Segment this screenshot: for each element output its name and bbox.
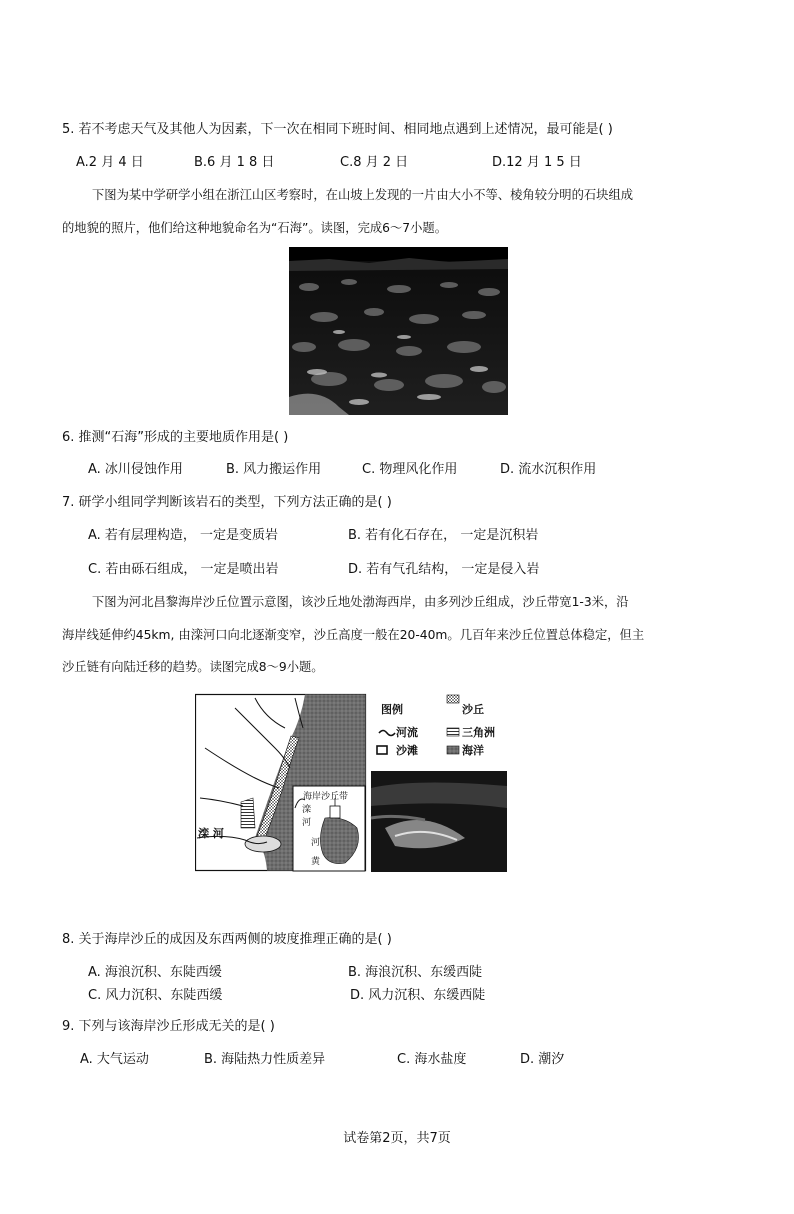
passage-1-line-2: 的地貌的照片，他们给这种地貌命名为“石海”。读图，完成6～7小题。 <box>62 221 447 235</box>
question-9-stem: 9. 下列与该海岸沙丘形成无关的是( ) <box>62 1019 275 1034</box>
passage-1-line-1: 下图为某中学研学小组在浙江山区考察时，在山坡上发现的一片由大小不等、棱角较分明的石块组成 <box>92 188 634 202</box>
legend-river-label: 河流 <box>396 726 418 739</box>
q8-option-d: D. 风力沉积、东缓西陡 <box>350 988 486 1003</box>
legend-dune-label: 沙丘 <box>462 703 484 716</box>
question-7-stem: 7. 研学小组同学判断该岩石的类型，下列方法正确的是( ) <box>62 495 392 510</box>
legend-title: 图例 <box>381 703 403 716</box>
inset-river-char-1: 滦 <box>302 805 312 815</box>
inset-title: 海岸沙丘带 <box>303 792 349 802</box>
q7-option-c: C. 若由砾石组成， 一定是喷出岩 <box>88 562 279 577</box>
stone-sea-photo <box>289 247 508 415</box>
passage-2-line-2: 海岸线延伸约45km, 由滦河口向北逐渐变窄，沙丘高度一般在20-40m。几百年来沙丘位置总体稳定，但主 <box>62 628 645 642</box>
legend-beach-label: 沙滩 <box>396 744 418 757</box>
q7-option-b: B. 若有化石存在， 一定是沉积岩 <box>348 528 539 543</box>
q5-option-a: A.2 月 4 日 <box>76 155 144 170</box>
q6-option-b: B. 风力搬运作用 <box>226 462 322 477</box>
q9-option-d: D. 潮汐 <box>520 1052 565 1067</box>
inset-bohai-label: 黄 <box>311 857 321 867</box>
inset-river-char-3: 河 <box>311 838 321 848</box>
q5-option-c: C.8 月 2 日 <box>340 155 409 170</box>
q9-option-c: C. 海水盐度 <box>397 1052 467 1067</box>
q7-option-d: D. 若有气孔结构， 一定是侵入岩 <box>348 562 540 577</box>
q8-option-a: A. 海浪沉积、东陡西缓 <box>88 965 222 980</box>
legend-sea-label: 海洋 <box>462 744 484 757</box>
question-6-stem: 6. 推测“石海”形成的主要地质作用是( ) <box>62 430 289 445</box>
legend-delta-label: 三角洲 <box>462 726 495 739</box>
question-8-stem: 8. 关于海岸沙丘的成因及东西两侧的坡度推理正确的是( ) <box>62 932 392 947</box>
inset-river-char-2: 河 <box>302 818 312 828</box>
coastal-dune-map <box>195 688 507 873</box>
question-5-stem: 5. 若不考虑天气及其他人为因素，下一次在相同下班时间、相同地点遇到上述情况，最可能是( ) <box>62 122 613 137</box>
q6-option-a: A. 冰川侵蚀作用 <box>88 462 183 477</box>
passage-2-line-3: 沙丘链有向陆迁移的趋势。读图完成8～9小题。 <box>62 660 324 674</box>
q8-option-b: B. 海浪沉积、东缓西陡 <box>348 965 483 980</box>
q6-option-d: D. 流水沉积作用 <box>500 462 597 477</box>
luan-river-label: 滦 河 <box>198 827 224 840</box>
q9-option-a: A. 大气运动 <box>80 1052 149 1067</box>
q8-option-c: C. 风力沉积、东陡西缓 <box>88 988 223 1003</box>
q7-option-a: A. 若有层理构造， 一定是变质岩 <box>88 528 279 543</box>
page-footer: 试卷第2页，共7页 <box>343 1131 451 1146</box>
passage-2-line-1: 下图为河北昌黎海岸沙丘位置示意图，该沙丘地处渤海西岸，由多列沙丘组成，沙丘带宽1-3米，沿 <box>92 595 629 609</box>
q6-option-c: C. 物理风化作用 <box>362 462 458 477</box>
q9-option-b: B. 海陆热力性质差异 <box>204 1052 326 1067</box>
q5-option-b: B.6 月 1 8 日 <box>194 155 275 170</box>
q5-option-d: D.12 月 1 5 日 <box>492 155 582 170</box>
